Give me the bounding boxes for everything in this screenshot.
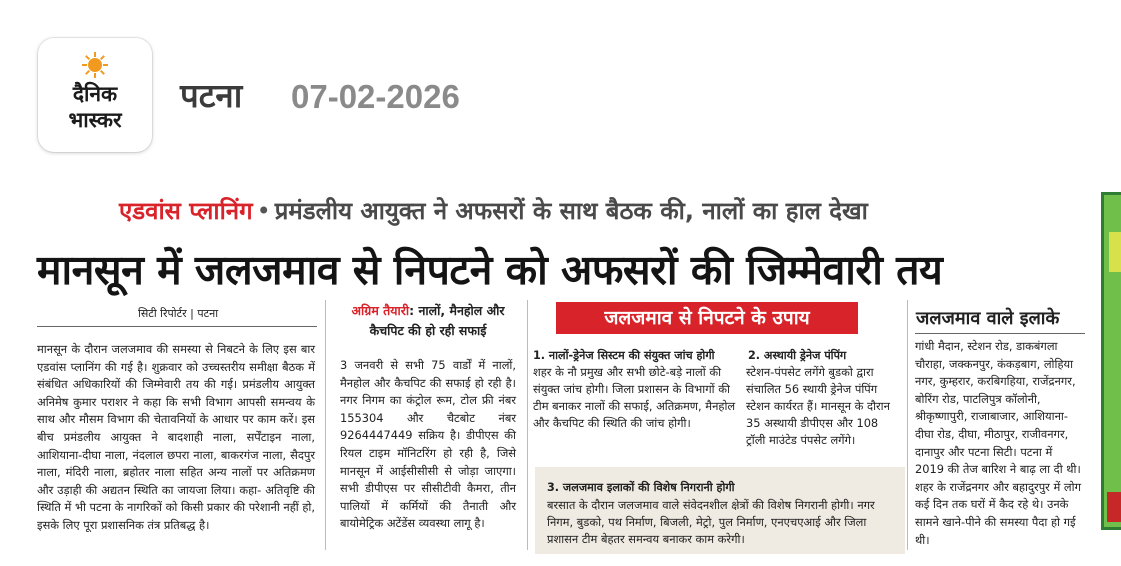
measure-3-body: बरसात के दौरान जलजमाव वाले संवेदनशील क्षेत्रों की विशेष निगरानी होगी। नगर निगम, बुडको, पथ निर्माण, बिजली, मेट्रो, पुल निर्माण, एनएचएआई और जिला प्रशासन टीम बेहतर समन्वय बनाकर काम करेगी।	[547, 498, 875, 546]
byline: सिटी रिपोर्टर | पटना	[138, 307, 219, 320]
measure-3-title: 3. जलजमाव इलाकों की विशेष निगरानी होगी	[547, 481, 735, 494]
edition-city: पटना	[180, 76, 243, 115]
areas-title: जलजमाव वाले इलाके	[916, 308, 1060, 329]
headline: मानसून में जलजमाव से निपटने को अफसरों की जिम्मेवारी तय	[37, 246, 943, 294]
measure-1-body: शहर के नौ प्रमुख और सभी छोटे-बड़े नालों की संयुक्त जांच होगी। जिला प्रशासन के विभागों की टीम बनाकर नालों की सफाई, अतिक्रमण, मैनहोल और कैचपिट की स्थिति की जांच होगी।	[533, 365, 736, 430]
measures-title: जलजमाव से निपटने के उपाय	[556, 302, 858, 334]
areas-body: गांधी मैदान, स्टेशन रोड, डाकबंगला चौराहा, जक्कनपुर, कंकड़बाग, लोहिया नगर, कुम्हरार, करबिगहिया, राजेंद्रनगर, बोरिंग रोड, पाटलिपुत्र कॉलोनी, श्रीकृष्णापुरी, राजाबाजार, आशियाना-दीघा रोड, दीघा, मीठापुर, राजीवनगर, दानापुर और पटना सिटी। पटना में 2019 की तेज बारिश ने बाढ़ ला दी थी। शहर के राजेंद्रनगर और बहादुरपुर में लोग कई दिन तक घरों में कैद रहे थे। उनके सामने खाने-पीने की समस्या पैदा हो गई थी।	[915, 339, 1081, 547]
body-column-1: मानसून के दौरान जलजमाव की समस्या से निबटने के लिए इस बार एडवांस प्लानिंग की गई है। शुक्रवार को उच्चस्तरीय समीक्षा बैठक में संबंधित अधिकारियों की जिम्मेवारी तय की गई। प्रमंडलीय आयुक्त अनिमेष कुमार पराशर ने कहा कि सभी विभाग आपसी समन्वय के साथ और मौसम विभाग की चेतावनियों के आधार पर काम करें। इस बीच प्रमंडलीय आयुक्त ने बादशाही नाला, सर्पेंटाइन नाला, आशियाना-दीघा नाला, नंदलाल छपरा नाला, बाकरगंज नाला, सैदपुर नाला, मंदिरी नाला, ब्रहोतर नाला सहित अन्य नालों पर अतिक्रमण और उड़ाही की अद्यतन स्थिति का जायजा लिया। कहा- अतिवृष्टि की स्थिति में भी पटना के नागरिकों को किसी प्रकार की परेशानी नहीं हो, इसके लिए पूरा प्रशासनिक तंत्र प्रतिबद्ध है।	[37, 342, 315, 532]
measure-2-title: 2. अस्थायी ड्रेनेज पंपिंग	[748, 349, 847, 362]
divider	[37, 326, 317, 327]
sun-icon	[81, 51, 109, 79]
adjacent-clipping-photo	[1101, 192, 1121, 530]
kicker-text: प्रमंडलीय आयुक्त ने अफसरों के साथ बैठक की, नालों का हाल देखा	[274, 197, 868, 225]
subhead-text: : नालों, मैनहोल और कैचपिट की हो रही सफाई	[369, 303, 505, 338]
measure-2-body: स्टेशन-पंपसेट लगेंगे बुडको द्वारा संचालित 56 स्थायी ड्रेनेज पंपिंग स्टेशन कार्यरत हैं। मानसून के दौरान 35 अस्थायी डीपीएस और 108 ट्रॉली माउंटेड पंपसेट लगेंगे।	[746, 365, 890, 447]
column-divider	[527, 300, 528, 550]
logo-line-2: भास्कर	[68, 108, 122, 132]
column-divider	[907, 300, 908, 550]
kicker-bullet: •	[256, 197, 271, 225]
divider	[915, 333, 1085, 334]
kicker	[119, 194, 868, 228]
column-divider	[325, 300, 326, 550]
edition-date: 07-02-2026	[291, 78, 460, 115]
logo-line-1: दैनिक	[72, 82, 118, 106]
newspaper-logo	[38, 38, 152, 152]
kicker-label: एडवांस प्लानिंग	[119, 197, 253, 225]
column-2-subhead	[333, 301, 523, 341]
subhead-label: अग्रिम तैयारी	[351, 303, 410, 318]
body-column-2: 3 जनवरी से सभी 75 वार्डों में नालों, मैनहोल और कैचपिट की सफाई हो रही है। नगर निगम का कंट्रोल रूम, टोल फ्री नंबर 155304 और चैटबोट नंबर 9264447449 सक्रिय है। डीपीएस की रियल टाइम मॉनिटरिंग हो रही है, जिसे मानसून में आईसीसीसी से जोड़ा जाएगा। सभी डीपीएस पर सीसीटीवी कैमरा, तीन पालियों में कर्मियों की तैनाती और बायोमेट्रिक अटेंडेंस व्यवस्था लागू है।	[340, 358, 516, 531]
measure-1-title: 1. नालों-ड्रेनेज सिस्टम की संयुक्त जांच होगी	[533, 349, 715, 362]
